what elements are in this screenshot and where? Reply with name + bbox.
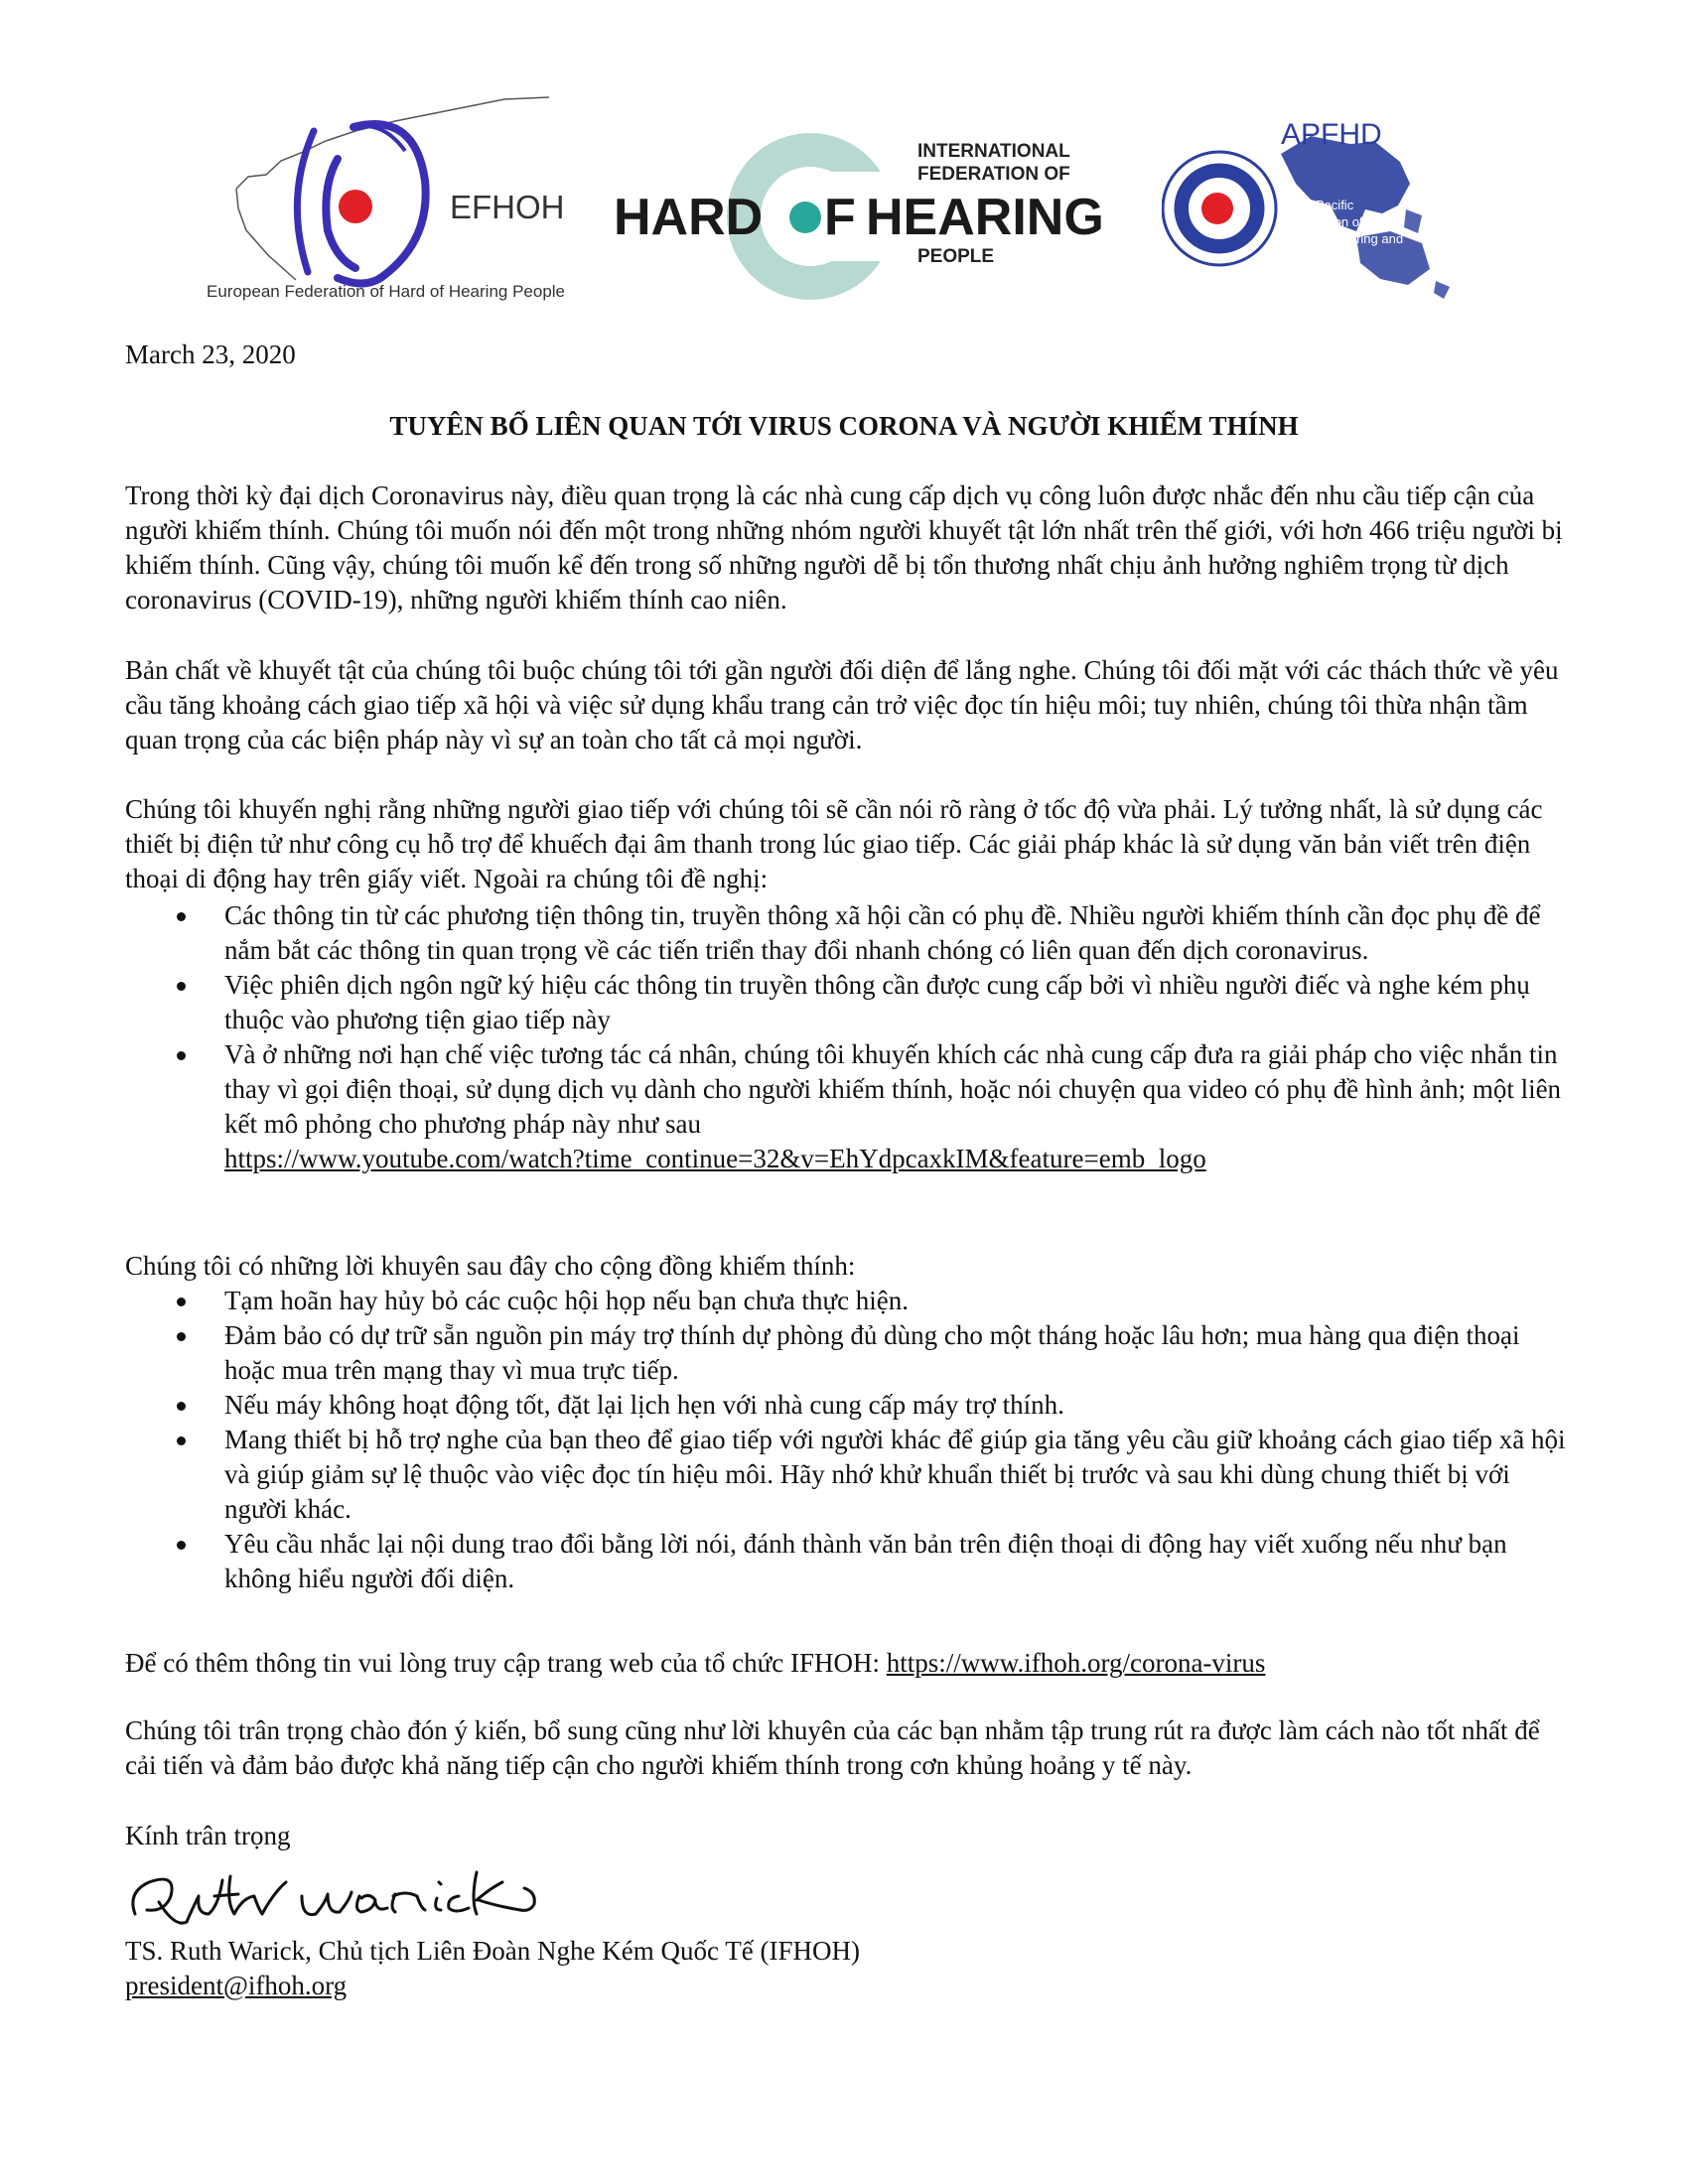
email-link[interactable]: president@ifhoh.org	[125, 1971, 348, 2000]
list-item	[125, 1318, 1575, 1388]
paragraph-recommendation: Chúng tôi khuyến nghị rằng những người giao tiếp với chúng tôi sẽ cần nói rõ ràng ở tốc độ vừa phải. Lý tưởng nhất, là sử dụng các thiết bị điện tử như công cụ hỗ trợ để khuếch đại âm thanh trong lúc giao tiếp. Các giải pháp khác là sử dụng văn bản viết trên điện thoại di động hay trên giấy viết. Ngoài ra chúng tôi đề nghị:	[125, 794, 1543, 893]
ifhoh-corona-link[interactable]: https://www.ifhoh.org/corona-virus	[886, 1648, 1266, 1678]
bullet-icon	[177, 1541, 186, 1550]
list-item-text: Tạm hoãn hay hủy bỏ các cuộc hội họp nếu bạn chưa thực hiện.	[224, 1286, 910, 1315]
apfhd-name: APFHD	[1281, 118, 1382, 151]
bullet-icon	[177, 1402, 186, 1411]
ifhoh-hard: HARD	[614, 189, 764, 246]
list-item-text: Yêu cầu nhắc lại nội dung trao đổi bằng lời nói, đánh thành văn bản trên điện thoại di động hay viết xuống nếu như bạn không hiểu người đối diện.	[224, 1529, 1507, 1593]
advice-list	[125, 1284, 1575, 1596]
handwritten-signature	[127, 1852, 544, 1937]
efhoh-caption: European Federation of Hard of Hearing People	[207, 282, 566, 301]
apfhd-line1: Asia Pacific	[1287, 198, 1354, 212]
list-item-text: Việc phiên dịch ngôn ngữ ký hiệu các thông tin truyền thông cần được cung cấp bởi vì nhiều người điếc và nghe kém phụ thuộc vào phương tiện giao tiếp này	[224, 970, 1530, 1034]
ifhoh-dot	[789, 202, 821, 233]
ifhoh-logo	[614, 127, 1130, 306]
efhoh-logo	[207, 91, 594, 315]
list-item	[125, 898, 1575, 968]
paragraph-advice-intro: Chúng tôi có những lời khuyên sau đây cho cộng đồng khiếm thính:	[125, 1251, 856, 1281]
list-item	[125, 968, 1575, 1037]
bullet-icon	[177, 912, 186, 921]
more-info-text: Để có thêm thông tin vui lòng truy cập trang web của tổ chức IFHOH:	[125, 1648, 887, 1678]
list-item	[125, 1037, 1575, 1176]
paragraph-feedback: Chúng tôi trân trọng chào đón ý kiến, bổ sung cũng như lời khuyên của các bạn nhằm tập trung rút ra được làm cách nào tốt nhất để cải tiến và đảm bảo được khả năng tiếp cận cho người khiếm thính trong cơn khủng hoảng y tế này.	[125, 1715, 1540, 1780]
bullet-icon	[177, 1297, 186, 1306]
paragraph-intro: Trong thời kỳ đại dịch Coronavirus này, điều quan trọng là các nhà cung cấp dịch vụ công luôn được nhắc đến nhu cầu tiếp cận của người khiếm thính. Chúng tôi muốn nói đến một trong những nhóm người khuyết tật lớn nhất trên thế giới, với hơn 466 triệu người bị khiếm thính. Cũng vậy, chúng tôi muốn kể đến trong số những người dễ bị tổn thương nhất chịu ảnh hưởng nghiêm trọng từ dịch coronavirus (COVID-19), những người khiếm thính cao niên.	[125, 480, 1563, 614]
list-item-text: Các thông tin từ các phương tiện thông tin, truyền thông xã hội cần có phụ đề. Nhiều người khiếm thính cần đọc phụ đề để nắm bắt các thông tin quan trọng về các tiến triển thay đổi nhanh chóng có liên quan đến dịch coronavirus.	[224, 900, 1541, 965]
list-item-text: Và ở những nơi hạn chế việc tương tác cá nhân, chúng tôi khuyến khích các nhà cung cấp đưa ra giải pháp cho việc nhắn tin thay vì gọi điện thoại, sử dụng dịch vụ dành cho người khiếm thính, hoặc nói chuyện qua video có phụ đề hình ảnh; một liên kết mô phỏng cho phương pháp này như sau	[224, 1039, 1562, 1139]
efhoh-name: EFHOH	[450, 189, 565, 225]
bullet-icon	[177, 1332, 186, 1341]
ifhoh-hearing: HEARING	[866, 189, 1104, 246]
list-item	[125, 1284, 1575, 1318]
signer-email	[125, 1969, 1575, 2003]
list-item-text: Nếu máy không hoạt động tốt, đặt lại lịch hẹn với nhà cung cấp máy trợ thính.	[224, 1390, 1064, 1420]
apfhd-line4: Deafened	[1287, 248, 1343, 263]
bullet-icon	[177, 1051, 186, 1060]
paragraph-more-info	[125, 1646, 1575, 1681]
bullet-icon	[177, 1436, 186, 1445]
ifhoh-line1: INTERNATIONAL	[917, 141, 1070, 162]
list-item-text: Mang thiết bị hỗ trợ nghe của bạn theo để giao tiếp với người khác để giúp gia tăng yêu cầu giữ khoảng cách giao tiếp xã hội và giúp giảm sự lệ thuộc vào việc đọc tín hiệu môi. Hãy nhớ khử khuẩn thiết bị trước và sau khi dùng chung thiết bị với người khác.	[224, 1425, 1566, 1524]
paragraph-nature: Bản chất về khuyết tật của chúng tôi buộc chúng tôi tới gần người đối diện để lắng nghe. Chúng tôi đối mặt với các thách thức về yêu cầu tăng khoảng cách giao tiếp xã hội và việc sử dụng khẩu trang cản trở việc đọc tín hiệu môi; tuy nhiên, chúng tôi thừa nhận tầm quan trọng của các biện pháp này vì sự an toàn cho tất cả mọi người.	[125, 655, 1559, 754]
closing: Kính trân trọng	[125, 1821, 291, 1850]
ifhoh-f: F	[824, 189, 856, 246]
bullet-icon	[177, 982, 186, 991]
list-item	[125, 1388, 1575, 1423]
list-item	[125, 1423, 1575, 1527]
list-item	[125, 1527, 1575, 1596]
ifhoh-line2: FEDERATION OF	[917, 164, 1070, 185]
youtube-link[interactable]: https://www.youtube.com/watch?time_continue=32&v=EhYdpcaxkIM&feature=emb_logo	[224, 1144, 1206, 1173]
ifhoh-line3: PEOPLE	[917, 246, 995, 267]
apfhd-line3: Hard of Hearing and	[1287, 231, 1404, 246]
list-item-text: Đảm bảo có dự trữ sẵn nguồn pin máy trợ thính dự phòng đủ dùng cho một tháng hoặc lâu hơn; mua hàng qua điện thoại hoặc mua trên mạng thay vì mua trực tiếp.	[224, 1320, 1520, 1385]
recommendations-list	[125, 898, 1575, 1176]
apfhd-line2: Federation of the	[1287, 214, 1385, 229]
letter-date: March 23, 2020	[125, 340, 296, 369]
apfhd-logo	[1162, 114, 1470, 303]
signer-name: TS. Ruth Warick, Chủ tịch Liên Đoàn Nghe Kém Quốc Tế (IFHOH)	[125, 1936, 860, 1966]
letter-title: TUYÊN BỐ LIÊN QUAN TỚI VIRUS CORONA VÀ NGƯỜI KHIẾM THÍNH	[389, 411, 1299, 441]
